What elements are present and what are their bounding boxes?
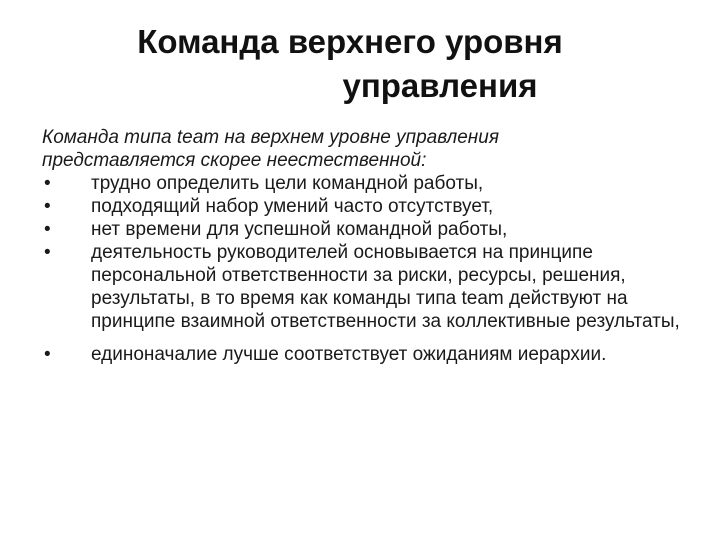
- bullet-item: [42, 218, 692, 241]
- bullet-icon: •: [44, 344, 51, 365]
- bullet-icon: •: [44, 242, 51, 263]
- slide-title-line-2: управления: [342, 67, 538, 104]
- intro-line-2: представляется скорее неестественной:: [42, 150, 427, 171]
- bullet-text: деятельность руководителей основывается на принципе персональной ответственности за риски, ресурсы, решения, результаты, в то время как команды типа team действуют на принципе взаимной ответственности за коллективные результаты,: [91, 242, 680, 332]
- bullet-icon: •: [44, 173, 51, 194]
- slide-body: [42, 126, 692, 366]
- slide-title-line-1: Команда верхнего уровня: [137, 23, 563, 60]
- slide-title: [40, 20, 680, 108]
- bullet-item: [42, 343, 692, 366]
- intro-text: [42, 126, 692, 172]
- bullet-text: нет времени для успешной командной работы,: [91, 219, 508, 240]
- bullet-list: [42, 172, 692, 366]
- bullet-icon: •: [44, 219, 51, 240]
- bullet-item: [42, 172, 692, 195]
- bullet-text: единоначалие лучше соответствует ожиданиям иерархии.: [91, 344, 607, 365]
- bullet-item: [42, 241, 692, 333]
- intro-line-1: Команда типа team на верхнем уровне управления: [42, 127, 499, 148]
- bullet-text: подходящий набор умений часто отсутствует,: [91, 196, 494, 217]
- bullet-item: [42, 195, 692, 218]
- bullet-icon: •: [44, 196, 51, 217]
- bullet-text: трудно определить цели командной работы,: [91, 173, 484, 194]
